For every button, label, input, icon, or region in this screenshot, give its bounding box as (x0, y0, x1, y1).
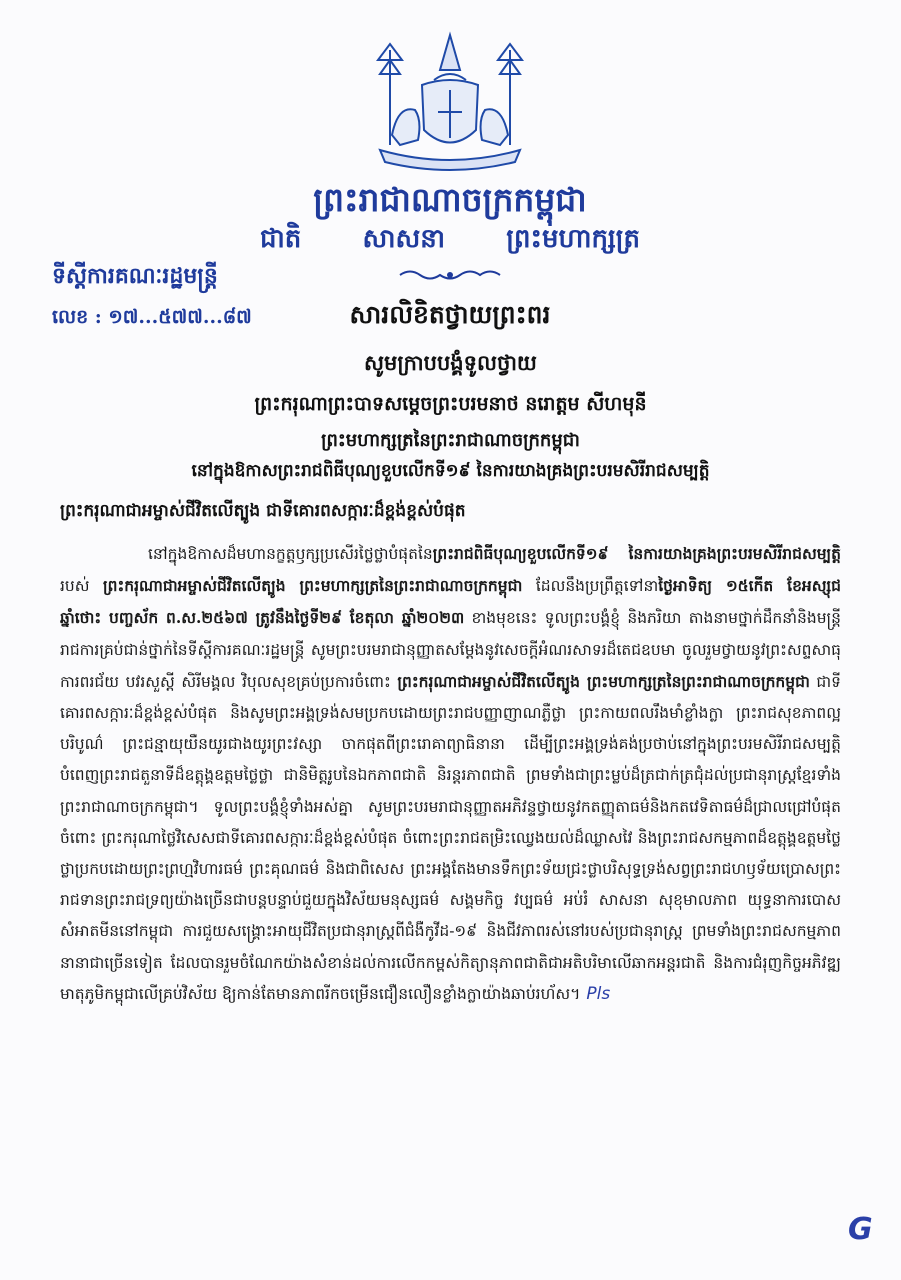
motto-nation: ជាតិ (260, 224, 302, 254)
royal-coat-of-arms-emblem (360, 30, 540, 175)
motto-religion: សាសនា (362, 224, 446, 254)
letter-body (60, 538, 841, 1163)
salutation: ព្រះករុណាជាអម្ចាស់ជីវិតលើត្បូង ជាទីគោរពសក្ការៈដ៏ខ្ពង់ខ្ពស់បំផុត (60, 501, 466, 521)
handwritten-initial-1: Pls (586, 983, 611, 1004)
body-segment-4: ខាងមុខនេះ ទូលព្រះបង្គំខ្ញុំ និងភរិយា តាងនាមថ្នាក់ដឹកនាំនិងមន្ត្រីរាជការគ្រប់ជាន់ថ្នាក់នៃទីស្តីការគណៈរដ្ឋមន្ត្រី សូមព្រះបរមរាជានុញ្ញាតសម្តែងនូវសេចក្តីអំណរសាទរដ៏តេជឧបមា ចូលរួមថ្វាយនូវព្រះសព្ទសាធុការពរជ័យ បវរសួស្តី សិរីមង្គល វិបុលសុខគ្រប់ប្រការចំពោះ (60, 609, 841, 691)
address-line-4: នៅក្នុងឱកាសព្រះរាជពិធីបុណ្យខួបលើកទី១៩ នៃការយាងគ្រងព្រះបរមសិរីរាជសម្បត្តិ (191, 461, 710, 481)
address-line-1: សូមក្រាបបង្គំទូលថ្វាយ (364, 350, 537, 375)
body-bold-4: ព្រះករុណាជាអម្ចាស់ជីវិតលើត្បូង ព្រះមហាក្សត្រនៃព្រះរាជាណាចក្រកម្ពុជា (397, 671, 810, 691)
body-segment-3: ដែលនឹងប្រព្រឹត្តទៅនា (522, 577, 659, 596)
body-segment-1: នៅក្នុងឱកាសដ៏មហានក្ខត្តឫក្សប្រសើរថ្លៃថ្លាបំផុតនៃ (148, 545, 433, 563)
decorative-divider (395, 266, 505, 284)
body-bold-3: ថ្ងៃអាទិត្យ ១៥កើត ខែអស្សុជ ឆ្នាំថោះ បញ្ចស័ក ព.ស.២៥៦៧ ត្រូវនឹងថ្ងៃទី២៩ ខែតុលា ឆ្នាំ២០២៣ (60, 576, 841, 628)
document-title: សារលិខិតថ្វាយព្រះពរ (349, 300, 551, 329)
address-line-3: ព្រះមហាក្សត្រនៃព្រះរាជាណាចក្រកម្ពុជា (321, 430, 580, 451)
sender-office: ទីស្តីការគណៈរដ្ឋមន្ត្រី (52, 263, 218, 289)
body-segment-5: ជាទីគោរពសក្ការៈដ៏ខ្ពង់ខ្ពស់បំផុត និងសូមព្រះអង្គទ្រង់សមប្រកបដោយព្រះរាជបញ្ញាញាណភ្លឺថ្លា ព្រះកាយពលរឹងមាំខ្លាំងក្លា ព្រះរាជសុខភាពល្អបរិបូណ៌ ព្រះជន្មាយុយឺនយូរជាងយូរព្រះវស្សា ចាកផុតពីព្រះរោគាព្យាធិនានា ដើម្បីព្រះអង្គទ្រង់គង់ប្រថាប់នៅក្នុងព្រះបរមសិរីរាជសម្បត្តិ បំពេញព្រះរាជតួនាទីដ៏ឧត្តុង្គឧត្តមថ្លៃថ្លា ជានិមិត្តរូបនៃឯកភាពជាតិ និរន្តរភាពជាតិ ព្រមទាំងជាព្រះម្លប់ដ៏ត្រជាក់ត្រជុំដល់ប្រជានុរាស្ត្រខ្មែរទាំងព្រះរាជាណាចក្រកម្ពុជា។ ទូលព្រះបង្គំខ្ញុំទាំងអស់គ្នា សូមព្រះបរមរាជានុញ្ញាតអភិវន្ទថ្វាយនូវកតញ្ញុតាធម៌និងកតវេទិតាធម៌ដ៏ជ្រាលជ្រៅបំផុតចំពោះ ព្រះករុណាថ្លៃវិសេសជាទីគោរពសក្ការៈដ៏ខ្ពង់ខ្ពស់បំផុត ចំពោះព្រះរាជតម្រិះឈ្វេងយល់ដ៏ឈ្លាសវៃ និងព្រះរាជសកម្មភាពដ៏ឧត្តុង្គឧត្តមថ្លៃថ្លាប្រកបដោយព្រះព្រហ្មវិហារធម៌ ព្រះគុណធម៌ និងជាពិសេស ព្រះអង្គតែងមានទឹកព្រះទ័យជ្រះថ្លាបរិសុទ្ធទ្រង់សព្វព្រះរាជហឫទ័យប្រោសព្រះរាជទានព្រះរាជទ្រព្យយ៉ាងច្រើនជាបន្តបន្ទាប់ជួយក្នុងវិស័យមនុស្សធម៌ សង្គមកិច្ច វប្បធម៌ អប់រំ សាសនា សុខុមាលភាព យុទ្ធនាការបោសសំអាតមីននៅកម្ពុជា ការជួយសង្គ្រោះអាយុជីវិតប្រជានុរាស្ត្រពីជំងឺកូវីដ-១៩ និងជីវភាពរស់នៅរបស់ប្រជានុរាស្ត្រ ព្រមទាំងព្រះរាជសកម្មភាពនានាជាច្រើនទៀត ដែលបានរួមចំណែកយ៉ាងសំខាន់ដល់ការលើកកម្ពស់កិត្យានុភាពជាតិជាអតិបរិមាលើឆាកអន្តរជាតិ និងការជំរុញកិច្ចអភិវឌ្ឍមាតុភូមិកម្ពុជាលើគ្រប់វិស័យ ឱ្យកាន់តែមានភាពរីកចម្រើនជឿនលឿនខ្លាំងក្លាយ៉ាងឆាប់រហ័ស។ (60, 672, 841, 1003)
reference-number: លេខ : ១៧...៥៧៧...៨៧ (52, 306, 252, 328)
body-segment-2: របស់ (60, 577, 103, 596)
handwritten-initial-2: G (848, 1212, 873, 1247)
body-bold-1: ព្រះរាជពិធីបុណ្យខួបលើកទី១៩ នៃការយាងគ្រងព្រះបរមសិរីរាជសម្បត្តិ (432, 544, 841, 563)
kingdom-name: ព្រះរាជាណាចក្រកម្ពុជា (313, 180, 587, 219)
national-motto (260, 222, 640, 260)
body-bold-2: ព្រះករុណាជាអម្ចាស់ជីវិតលើត្បូង ព្រះមហាក្សត្រនៃព្រះរាជាណាចក្រកម្ពុជា (102, 576, 523, 596)
address-line-2: ព្រះករុណាព្រះបាទសម្តេចព្រះបរមនាថ នរោត្តម សីហមុនី (254, 393, 647, 415)
motto-king: ព្រះមហាក្សត្រ (506, 224, 640, 254)
